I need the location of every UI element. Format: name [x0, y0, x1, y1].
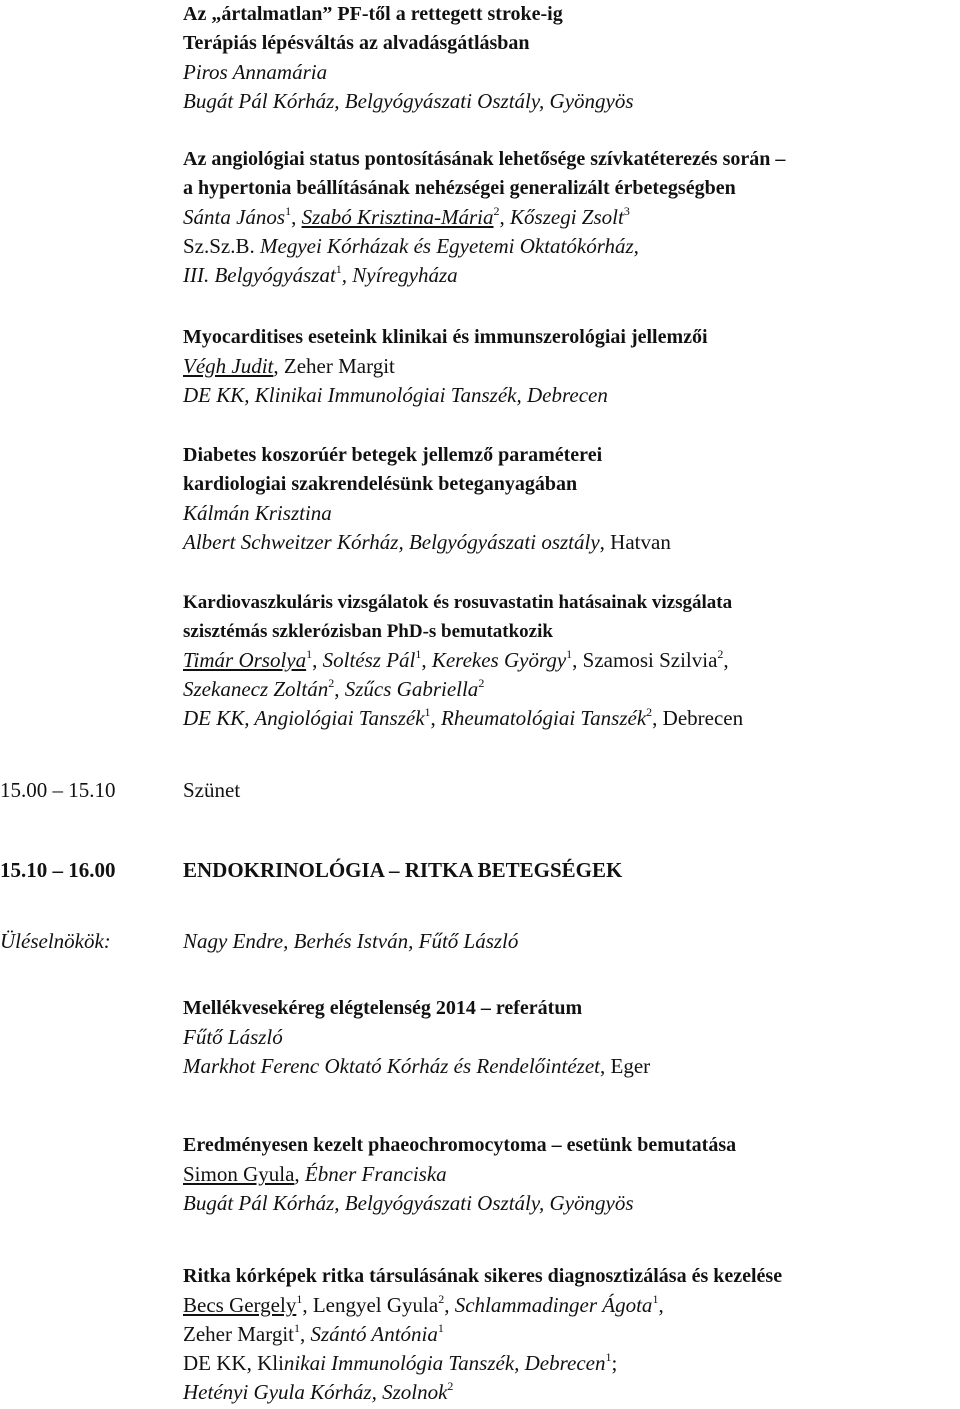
- author-sup: 2: [717, 647, 724, 661]
- talk-authors: [183, 1320, 958, 1349]
- affiliation-text: nikai Immunológia Tanszék, Debrecen: [283, 1351, 606, 1375]
- author-sup: 1: [306, 647, 313, 661]
- talk-affiliation: Bugát Pál Kórház, Belgyógyászati Osztály, Gyöngyös: [183, 89, 634, 113]
- session-title: ENDOKRINOLÓGIA – RITKA BETEGSÉGEK: [183, 858, 623, 882]
- author-name: Szűcs Gabriella: [344, 677, 479, 701]
- talk-affiliation: [183, 1349, 958, 1378]
- separator: ,: [294, 1162, 305, 1186]
- author-sup: 2: [438, 1292, 445, 1306]
- affiliation-sup: 2: [447, 1379, 454, 1393]
- author-name: Sánta János: [183, 205, 286, 229]
- author-name: Szabó Krisztina-Mária: [301, 205, 494, 229]
- author-sup: 2: [478, 676, 485, 690]
- separator: ,: [723, 648, 729, 672]
- talk-title: Myocarditises eseteink klinikai és immunszerológiai jellemzői: [183, 326, 708, 348]
- author-name: Zeher Margit: [183, 1322, 294, 1346]
- talk-authors: [183, 352, 958, 381]
- talk-title: Eredményesen kezelt phaeochromocytoma – esetünk bemutatása: [183, 1134, 737, 1156]
- author-name: Kőszegi Zsolt: [510, 205, 624, 229]
- author-sup: 1: [437, 1321, 444, 1335]
- talk-authors: Piros Annamária: [183, 60, 328, 84]
- author-sup: 1: [294, 1321, 300, 1335]
- author-name: Szekanecz Zoltán: [183, 677, 329, 701]
- author-name: Kerekes György: [431, 648, 567, 672]
- talk-affiliation: DE KK, Klinikai Immunológiai Tanszék, Debrecen: [183, 383, 608, 407]
- affiliation-text: Hetényi Gyula Kórház, Szolnok: [183, 1380, 448, 1404]
- author-name: Szamosi Szilvia: [582, 648, 718, 672]
- separator: ,: [444, 1293, 455, 1317]
- author-sup: 1: [415, 647, 422, 661]
- break-label: Szünet: [183, 778, 241, 802]
- talk-block: [183, 994, 958, 1081]
- separator: ,: [302, 1293, 313, 1317]
- author-sup: 1: [296, 1292, 303, 1306]
- author-name: Soltész Pál: [322, 648, 416, 672]
- affiliation-text: , Nyíregyháza: [341, 263, 458, 287]
- separator: ,: [273, 354, 284, 378]
- talk-title: Az „ártalmatlan” PF-től a rettegett stroke-ig: [183, 3, 563, 25]
- talk-title: Kardiovaszkuláris vizsgálatok és rosuvastatin hatásainak vizsgálata: [183, 592, 733, 613]
- author-name: Timár Orsolya: [183, 648, 307, 672]
- affiliation-text: Megyei Kórházak és Egyetemi Oktatókórház,: [260, 234, 639, 258]
- talk-block: [183, 588, 958, 733]
- affiliation-text: DE KK, Angiológiai Tanszék: [183, 706, 425, 730]
- talk-title: Diabetes koszorúér betegek jellemző paraméterei: [183, 444, 603, 466]
- author-name: Ébner Franciska: [304, 1162, 447, 1186]
- affiliation-text: DE KK, Kli: [183, 1351, 284, 1375]
- break-time: 15.00 – 15.10: [0, 778, 116, 802]
- separator: ;: [611, 1351, 618, 1375]
- chairs-label: Üléselnökök:: [0, 929, 111, 953]
- talk-authors: Fűtő László: [183, 1025, 283, 1049]
- affiliation-text: Rheumatológiai Tanszék: [441, 706, 647, 730]
- author-name: Schlammadinger Ágota: [454, 1293, 653, 1317]
- talk-title: Az angiológiai status pontosításának lehetősége szívkatéterezés során –: [183, 148, 786, 170]
- author-name: Zeher Margit: [283, 354, 395, 378]
- separator: ,: [572, 648, 583, 672]
- talk-title: Ritka kórképek ritka társulásának sikeres diagnosztizálása és kezelése: [183, 1265, 783, 1287]
- affiliation-sup: 1: [605, 1350, 612, 1364]
- affiliation-text: Markhot Ferenc Oktató Kórház és Rendelőintézet: [183, 1054, 600, 1078]
- talk-affiliation: Bugát Pál Kórház, Belgyógyászati Osztály, Gyöngyös: [183, 1191, 634, 1215]
- author-sup: 1: [652, 1292, 659, 1306]
- chairs-names: Nagy Endre, Berhés István, Fűtő László: [183, 929, 519, 953]
- author-sup: 1: [566, 647, 573, 661]
- author-sup: 2: [493, 204, 500, 218]
- separator: ,: [300, 1322, 311, 1346]
- affiliation-city: , Eger: [600, 1054, 651, 1078]
- talk-title: a hypertonia beállításának nehézségei generalizált érbetegségben: [183, 177, 736, 199]
- author-sup: 2: [328, 676, 335, 690]
- talk-authors: [183, 675, 958, 704]
- author-name: Becs Gergely: [183, 1293, 297, 1317]
- affiliation-text: III. Belgyógyászat: [183, 263, 336, 287]
- talk-block: [183, 1131, 958, 1218]
- session-time: 15.10 – 16.00: [0, 858, 116, 882]
- author-name: Lengyel Gyula: [312, 1293, 439, 1317]
- separator: ,: [430, 706, 442, 730]
- separator: ,: [421, 648, 432, 672]
- talk-affiliation: [183, 232, 958, 261]
- talk-affiliation: [183, 528, 958, 557]
- separator: ,: [334, 677, 345, 701]
- affiliation-prefix: Sz.Sz.B.: [183, 234, 261, 258]
- affiliation-city: , Hatvan: [599, 530, 671, 554]
- separator: ,: [658, 1293, 664, 1317]
- affiliation-sup: 2: [646, 705, 653, 719]
- affiliation-sup: 1: [335, 262, 342, 276]
- author-name: Simon Gyula: [183, 1162, 295, 1186]
- talk-authors: [183, 203, 958, 232]
- talk-affiliation: [183, 261, 958, 290]
- talk-block: [183, 323, 958, 410]
- talk-title: Mellékvesekéreg elégtelenség 2014 – referátum: [183, 997, 583, 1019]
- talk-authors: [183, 1291, 958, 1320]
- author-name: Végh Judit: [183, 354, 274, 378]
- talk-affiliation: [183, 704, 958, 733]
- talk-block: [183, 0, 958, 116]
- talk-title: Terápiás lépésváltás az alvadásgátlásban: [183, 32, 530, 54]
- talk-authors: Kálmán Krisztina: [183, 501, 332, 525]
- talk-title: kardiologiai szakrendelésünk beteganyagában: [183, 473, 578, 495]
- talk-authors: [183, 1160, 958, 1189]
- affiliation-sup: 1: [424, 705, 431, 719]
- separator: ,: [291, 205, 302, 229]
- talk-authors: [183, 646, 958, 675]
- talk-block: [183, 441, 958, 557]
- separator: ,: [499, 205, 511, 229]
- separator: ,: [312, 648, 323, 672]
- author-name: Szántó Antónia: [310, 1322, 438, 1346]
- talk-block: [183, 145, 958, 290]
- author-sup: 1: [285, 204, 292, 218]
- talk-title: szisztémás szklerózisban PhD-s bemutatkozik: [183, 621, 553, 642]
- talk-affiliation: [183, 1052, 958, 1081]
- affiliation-city: , Debrecen: [652, 706, 744, 730]
- affiliation-text: Albert Schweitzer Kórház, Belgyógyászati osztály: [183, 530, 600, 554]
- talk-block: [183, 1262, 958, 1407]
- talk-affiliation: [183, 1378, 958, 1407]
- author-sup: 3: [623, 204, 630, 218]
